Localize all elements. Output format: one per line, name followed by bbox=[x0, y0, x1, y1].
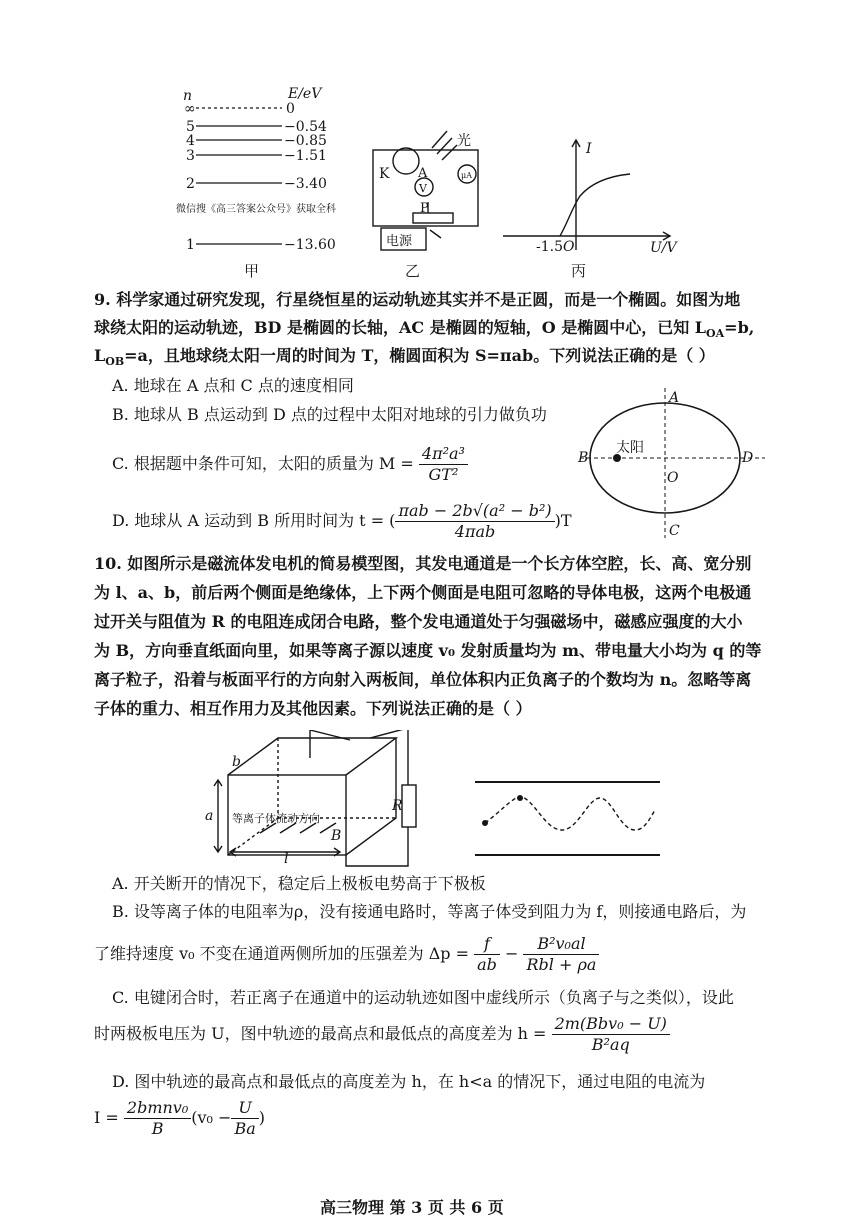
level-e: 0 bbox=[286, 101, 295, 117]
level-e: −3.40 bbox=[284, 176, 327, 192]
q10-option-c-text: 时两极板电压为 U，图中轨迹的最高点和最低点的高度差为 h = bbox=[94, 1024, 547, 1043]
level-e: −0.54 bbox=[284, 119, 327, 135]
q9-line3-sub: OB bbox=[105, 355, 125, 369]
q9-line2-tail: =b, bbox=[724, 318, 755, 337]
ion-start-dot bbox=[482, 820, 488, 826]
fraction-numerator: 2m(Bbv₀ − U) bbox=[552, 1014, 670, 1035]
iu-labels bbox=[536, 141, 679, 280]
caption-jia: 甲 bbox=[244, 262, 260, 280]
point-D: D bbox=[742, 450, 754, 466]
q10-option-c-line1: C. 电键闭合时，若正离子在通道中的运动轨迹如图中虚线所示（负离子与之类似），设此 bbox=[112, 988, 734, 1007]
label-A: A bbox=[418, 166, 428, 181]
q9-option-c bbox=[112, 440, 468, 488]
q10-option-d-fraction1 bbox=[124, 1098, 191, 1139]
q10-line3: 过开关与阻值为 R 的电阻连成闭合电路，整个发电通道处于匀强磁场中，磁感应强度的大小 bbox=[94, 612, 743, 631]
iu-origin: O bbox=[563, 239, 575, 255]
light-label: 光 bbox=[457, 133, 471, 149]
point-O: O bbox=[667, 470, 679, 486]
fraction-denominator: ab bbox=[477, 955, 497, 974]
q9-line3-head: L bbox=[94, 346, 106, 365]
q10-line2: 为 l、a、b，前后两个侧面是绝缘体，上下两个侧面是电阻可忽略的导体电极，这两个电极通 bbox=[94, 583, 752, 602]
label-a: a bbox=[205, 808, 214, 824]
q10-option-b-fraction1 bbox=[474, 934, 500, 975]
q9-option-c-fraction bbox=[419, 444, 468, 485]
level-n: ∞ bbox=[184, 101, 196, 117]
q10-option-d-head: I = bbox=[94, 1108, 119, 1127]
q9-line3-text: =a，且地球绕太阳一周的时间为 T，椭圆面积为 S=πab。下列说法正确的是（ ） bbox=[124, 346, 715, 365]
point-C: C bbox=[669, 523, 680, 539]
sun-label: 太阳 bbox=[616, 440, 644, 456]
q10-line1: 10. 如图所示是磁流体发电机的简易模型图，其发电通道是一个长方体空腔，长、高、宽分别 bbox=[94, 554, 752, 573]
fraction-numerator: 4π²a³ bbox=[419, 444, 468, 465]
q10-option-b-minus: − bbox=[504, 944, 519, 963]
resistor bbox=[402, 785, 416, 827]
level-e: −0.85 bbox=[284, 133, 327, 149]
level-n: 2 bbox=[186, 176, 195, 192]
q9-option-d-fraction bbox=[395, 501, 554, 542]
photoelectric-labels bbox=[379, 132, 472, 280]
watermark: 微信搜《高三答案公众号》获取全科 bbox=[176, 204, 336, 215]
q9-option-d-tail: )T bbox=[554, 511, 572, 530]
q10-line4: 为 B，方向垂直纸面向里，如果等离子源以速度 v₀ 发射质量均为 m、带电量大小均为 q 的等 bbox=[94, 641, 762, 660]
q10-option-d-fraction2 bbox=[231, 1098, 258, 1139]
label-V: V bbox=[419, 182, 427, 195]
q10-option-d-tail: ) bbox=[258, 1108, 265, 1127]
q10-option-c-line2 bbox=[94, 1010, 670, 1058]
fraction-numerator: U bbox=[231, 1098, 258, 1119]
q9-line1: 9. 科学家通过研究发现，行星绕恒星的运动轨迹其实并不是正圆，而是一个椭圆。如图为地 bbox=[94, 290, 741, 309]
fraction-numerator: πab − 2b√(a² − b²) bbox=[395, 501, 554, 522]
label-P: P bbox=[420, 201, 429, 216]
energy-level-diagram bbox=[176, 86, 336, 280]
q9-option-d-text: D. 地球从 A 运动到 B 所用时间为 t = ( bbox=[112, 511, 396, 530]
iu-ylabel: I bbox=[586, 141, 592, 157]
fraction-denominator: 4πab bbox=[454, 522, 496, 541]
label-b: b bbox=[232, 754, 241, 770]
q9-option-d bbox=[112, 497, 572, 545]
caption-yi: 乙 bbox=[405, 262, 421, 280]
point-B: B bbox=[578, 450, 589, 466]
mhd-generator-figure bbox=[200, 730, 680, 870]
fraction-denominator: Ba bbox=[234, 1119, 256, 1138]
q10-option-b-text: 了维持速度 v₀ 不变在通道两侧所加的压强差为 Δp = bbox=[94, 944, 470, 963]
level-e: −1.51 bbox=[284, 148, 327, 164]
iu-tick: -1.5 bbox=[536, 239, 563, 255]
source-label: 电源 bbox=[386, 234, 413, 249]
q10-option-d-mid: (v₀ − bbox=[191, 1108, 232, 1127]
q9-option-a: A. 地球在 A 点和 C 点的速度相同 bbox=[112, 376, 354, 395]
q9-line2-sub: OA bbox=[706, 327, 725, 341]
fraction-numerator: f bbox=[474, 934, 500, 955]
level-n: 4 bbox=[186, 133, 195, 149]
fraction-numerator: B²v₀al bbox=[523, 934, 599, 955]
fraction-numerator: 2bmnv₀ bbox=[124, 1098, 191, 1119]
label-uA: μA bbox=[461, 171, 472, 180]
level-n: 1 bbox=[186, 237, 195, 253]
q10-line5: 离子粒子，沿着与板面平行的方向射入两板间，单位体积内正负离子的个数均为 n。忽略等离 bbox=[94, 670, 752, 689]
label-R: R bbox=[392, 798, 403, 814]
q9-line2-text: 球绕太阳的运动轨迹，BD 是椭圆的长轴，AC 是椭圆的短轴，O 是椭圆中心，已知 L bbox=[94, 318, 707, 337]
caption-bing: 丙 bbox=[571, 262, 587, 280]
iu-xlabel: U/V bbox=[650, 240, 677, 256]
q9-option-c-text: C. 根据题中条件可知，太阳的质量为 M = bbox=[112, 454, 414, 473]
q9-option-b: B. 地球从 B 点运动到 D 点的过程中太阳对地球的引力做负功 bbox=[112, 405, 547, 424]
label-B: B bbox=[331, 828, 342, 844]
fraction-denominator: B²aq bbox=[591, 1035, 630, 1054]
level-e: −13.60 bbox=[284, 237, 336, 253]
q9-line2 bbox=[94, 318, 754, 344]
ion-peak-dot bbox=[517, 795, 523, 801]
flow-direction-label: 等离子体流动方向 bbox=[232, 812, 320, 825]
label-K: K bbox=[379, 166, 390, 182]
point-A: A bbox=[669, 390, 680, 406]
jia-axis-n: n bbox=[183, 88, 193, 104]
q10-option-c-fraction bbox=[552, 1014, 670, 1055]
orbit-ellipse-figure bbox=[560, 378, 780, 544]
fraction-denominator: Rbl + ρa bbox=[526, 955, 597, 974]
fraction-denominator: B bbox=[151, 1119, 164, 1138]
label-l: l bbox=[284, 851, 289, 867]
q10-option-d-line2 bbox=[94, 1094, 265, 1142]
q9-line3 bbox=[94, 346, 715, 372]
top-figures bbox=[0, 0, 868, 290]
fraction-denominator: GT² bbox=[428, 465, 459, 484]
q10-option-b-line2 bbox=[94, 930, 599, 978]
page-footer: 高三物理 第 3 页 共 6 页 bbox=[320, 1198, 504, 1217]
jia-axis-e: E/eV bbox=[288, 86, 322, 102]
q10-option-b-line1: B. 设等离子体的电阻率为ρ，没有接通电路时，等离子体受到阻力为 f，则接通电路后，为 bbox=[112, 902, 747, 921]
q10-option-d-line1: D. 图中轨迹的最高点和最低点的高度差为 h，在 h<a 的情况下，通过电阻的电流为 bbox=[112, 1072, 706, 1091]
level-n: 3 bbox=[186, 148, 195, 164]
q10-option-a: A. 开关断开的情况下，稳定后上极板电势高于下极板 bbox=[112, 874, 486, 893]
q10-line6: 子体的重力、相互作用力及其他因素。下列说法正确的是（ ） bbox=[94, 699, 532, 718]
level-n: 5 bbox=[186, 119, 195, 135]
q10-option-b-fraction2 bbox=[523, 934, 599, 975]
